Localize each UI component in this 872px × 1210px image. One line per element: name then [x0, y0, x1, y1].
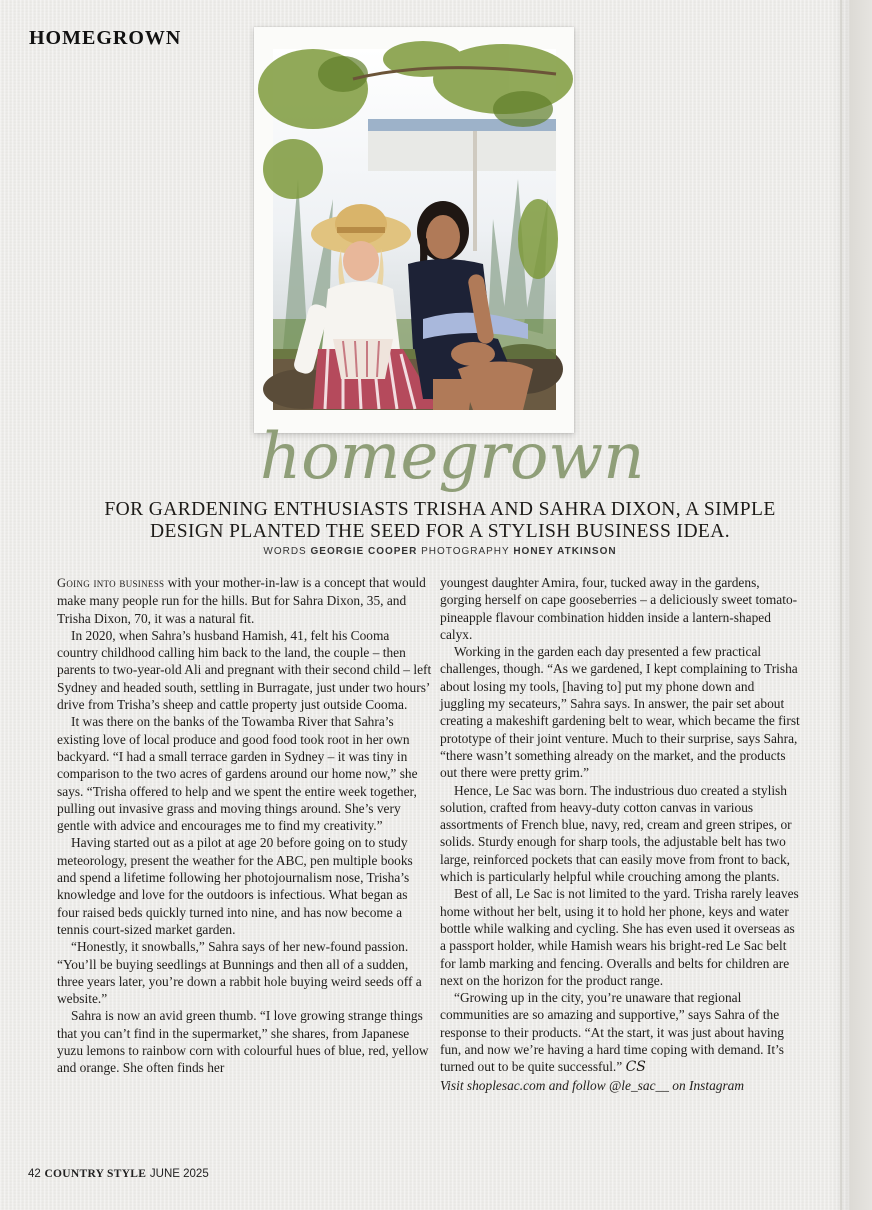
paragraph [440, 989, 800, 1076]
paragraph: “Honestly, it snowballs,” Sahra says of her new-found passion. “You’ll be buying seedlings at Bunnings and then all of a sudden, three years later, you’re down a rabbit hole buying weird seeds off a website.” [57, 939, 422, 1007]
paragraph: Hence, Le Sac was born. The industrious duo created a stylish solution, crafted from heavy-duty cotton canvas in various assortments of French blue, navy, red, cream and green stripes, or solids. Sturdy enough for sharp tools, the adjustable belt has two large, reinforced pockets that can easily move from front to back, which is particularly helpful while crouching among the plants. [440, 782, 792, 885]
polaroid-frame [254, 27, 574, 433]
author-signoff: CS [625, 1059, 646, 1076]
credits-line [60, 546, 820, 557]
paragraph: Sahra is now an avid green thumb. “I love growing strange things that you can’t find in the supermarket,” she shares, from Japanese yuzu lemons to rainbow corn with colourful hues of blue, red, yellow and orange. She often finds her [57, 1008, 429, 1076]
script-title-text: homegrown [260, 420, 645, 494]
lead-in: Going into business [57, 576, 165, 590]
photography-label: PHOTOGRAPHY [421, 546, 510, 557]
photo-illustration [273, 49, 556, 410]
writer-name: GEORGIE COOPER [310, 546, 418, 557]
photographer-name: HONEY ATKINSON [513, 546, 617, 557]
paragraph-text: with your mother-in-law is a concept that would make many people run for the hills. But for Sahra Dixon, 35, and Trisha Dixon, 70, it was a natural fit. [57, 575, 426, 626]
standfirst-line-2: DESIGN PLANTED THE SEED FOR A STYLISH BUSINESS IDEA. [149, 521, 730, 542]
paragraph: youngest daughter Amira, four, tucked away in the gardens, gorging herself on cape gooseberries – a deliciously sweet tomato-pineapple flavour combination hidden inside a lantern-shaped calyx. [440, 575, 798, 642]
body-column-2 [440, 574, 800, 1094]
paragraph-text: “Growing up in the city, you’re unaware that regional communities are so amazing and supportive,” says Sahra of the response to their products. “At the start, it was just about having fun, and now we’re having a hard time coping with demand. It’s turned out to be quite successful.” [440, 990, 784, 1075]
paragraph [57, 574, 433, 627]
paragraph: Best of all, Le Sac is not limited to the yard. Trisha rarely leaves home without her belt, using it to hold her phone, keys and water bottle while walking and cycling. She has even used it overseas as a passport holder, while Hamish wears his bright-red Le Sac belt for lamb marking and fencing. Overalls and belts for children are next on the horizon for the product range. [440, 886, 799, 988]
paragraph: In 2020, when Sahra’s husband Hamish, 41, felt his Cooma country childhood calling him back to the land, the couple – then parents to two-year-old Ali and pregnant with their second child – left Sydney and headed south, settling in Burragate, just under two hours’ drive from Trisha’s sheep and cattle property just outside Cooma. [57, 627, 432, 713]
standfirst [60, 499, 820, 543]
magazine-name: COUNTRY STYLE [44, 1168, 147, 1180]
page-edge-shadow [832, 0, 872, 1210]
page-number: 42 [28, 1168, 41, 1180]
paragraph: It was there on the banks of the Towamba River that Sahra’s existing love of local produce and good food took root in her own backyard. “I had a small terrace garden in Sydney – it was tiny in comparison to the two acres of gardens around our home now,” she says. “Trisha offered to help and we spent the entire week together, pulling out invasive grass and moving things around. She’s very gentle with advice and encourages me to find my creativity.” [57, 714, 418, 834]
page-folio [28, 1166, 209, 1180]
visit-line: Visit shoplesac.com and follow @le_sac__ on Instagram [440, 1077, 745, 1093]
words-label: WORDS [263, 546, 307, 557]
body-column-1 [57, 574, 433, 1077]
paragraph: Working in the garden each day presented a few practical challenges, though. “As we gardened, I kept complaining to Trisha about losing my tools, [having to] put my phone down and juggling my secateurs,” Sahra says. In answer, the pair set about creating a makeshift gardening belt to wear, which became the first prototype of their joint venture. Much to their surprise, says Sahra, “there wasn’t something already on the market, and the products out there were pretty grim.” [440, 644, 800, 781]
standfirst-line-1: FOR GARDENING ENTHUSIASTS TRISHA AND SAHRA DIXON, A SIMPLE [104, 499, 776, 520]
script-title [256, 410, 645, 500]
page-fold-line [840, 0, 842, 1210]
feature-photo [273, 49, 556, 410]
paragraph: Having started out as a pilot at age 20 before going on to study meteorology, present the weather for the ABC, pen multiple books and spend a lifetime following her photojournalism nose, Trisha’s knowledge and love for the outdoors is infectious. What began as four raised beds quickly turned into nine, and has now become a tennis court-sized market garden. [57, 835, 413, 937]
section-label: HOMEGROWN [29, 27, 182, 49]
issue-date: JUNE 2025 [149, 1168, 209, 1180]
